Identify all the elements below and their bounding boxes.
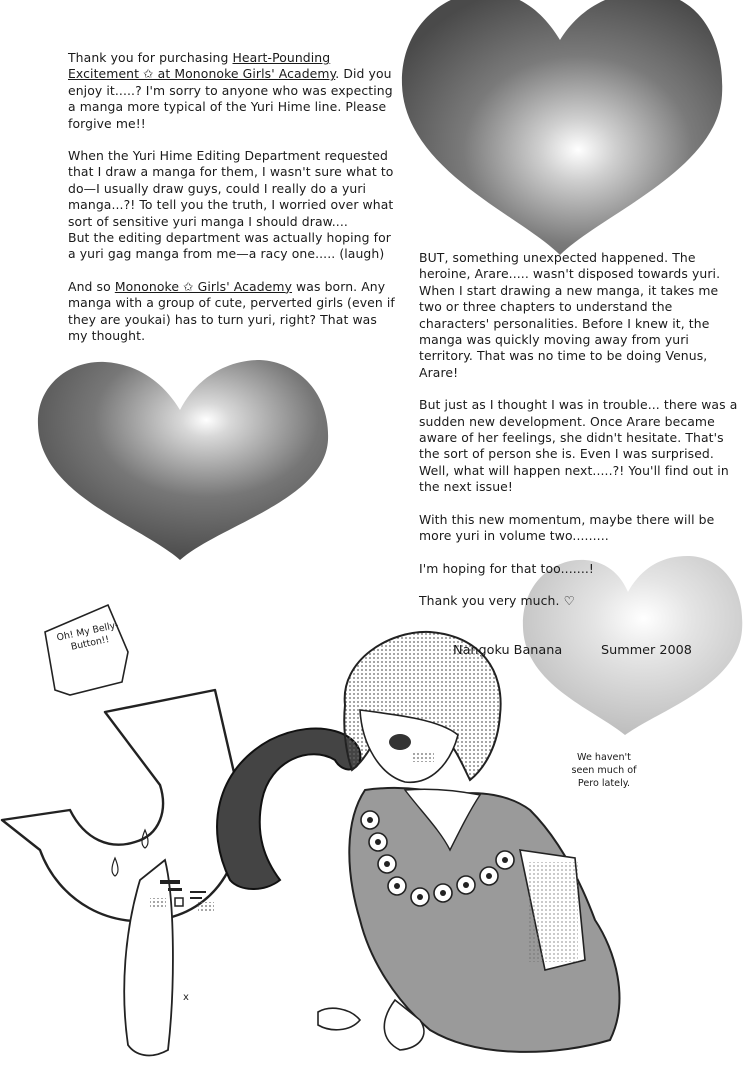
pero-note: We haven't seen much of Pero lately. (571, 752, 637, 789)
paragraph-text: was born. Any manga with a group of cute, perverted girls (even if they are youkai) has to turn yuri, right? That was my thought. (68, 278, 395, 344)
left-text-column (68, 50, 398, 361)
right-paragraph-5: I'm hoping for that too.......! (419, 560, 594, 576)
left-paragraph-1 (68, 50, 398, 132)
belly-button-note: Oh! My Belly-Button!! (55, 619, 120, 654)
left-paragraph-3: But the editing department was actually hoping for a yuri gag manga from me—a racy one..... (laugh) (68, 230, 391, 262)
author-name: Nangoku Banana (453, 643, 563, 658)
right-paragraph-2: When I start drawing a new manga, it takes me two or three chapters to understand the characters' personalities. Before I knew it, the manga was quickly moving away from yuri territory. That was no time to be doing Venus, Arare! (419, 282, 719, 380)
paragraph-text: . Did you enjoy it.....? I'm sorry to anyone who was expecting a manga more typical of the Yuri Hime line. Please forgive me!! (68, 66, 393, 131)
heart-left (38, 360, 328, 560)
right-paragraph-6: Thank you very much. ♡ (419, 592, 575, 608)
left-paragraph-4 (68, 279, 398, 345)
svg-text:x: x (183, 992, 189, 1003)
paragraph-text: Thank you for purchasing (68, 50, 233, 65)
manga-title: Heart-Pounding Excitement ✩ at Mononoke Girls' Academy (68, 50, 336, 82)
paragraph-text: And so (68, 278, 115, 294)
right-paragraph-1: BUT, something unexpected happened. The heroine, Arare..... wasn't disposed towards yuri. (419, 250, 721, 282)
tongue-curl (217, 729, 360, 889)
signature-date: Summer 2008 (601, 643, 692, 658)
heart-top-right (402, 0, 722, 255)
right-text-column (419, 250, 744, 625)
left-paragraph-2: When the Yuri Hime Editing Department requested that I draw a manga for them, I wasn't sure what to do—I usually draw guys, could I really do a yuri manga...?! To tell you the truth, I worried over what sort of sensitive yuri manga I should draw.... (68, 148, 394, 229)
manga-title: Mononoke ✩ Girls' Academy (114, 278, 293, 294)
right-paragraph-4: With this new momentum, maybe there will be more yuri in volume two......... (419, 511, 715, 544)
right-paragraph-3: But just as I thought I was in trouble... there was a sudden new development. Once Arare became aware of her feelings, she didn't hesitate. That's the sort of person she is. Even I was surprised. Well, what will happen next.....?! You'll find out in the next issue! (419, 397, 738, 495)
